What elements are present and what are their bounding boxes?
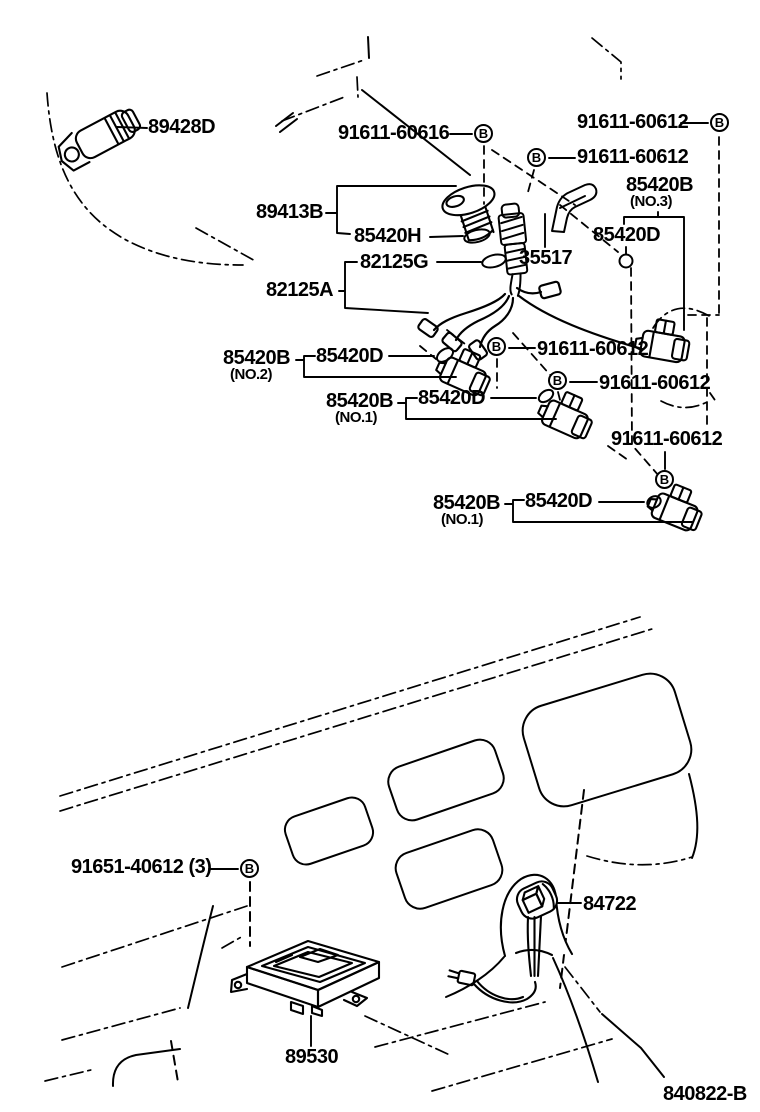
- body-outline-bottom: [45, 617, 692, 1091]
- bolt-marker: [655, 470, 674, 489]
- part-label-91611-60612-4[interactable]: 91611-60612: [599, 372, 711, 394]
- part-label-91611-60612-2[interactable]: 91611-60612: [577, 146, 689, 168]
- oring-85420d-no3-icon: [620, 255, 633, 268]
- cowl-ticks: [276, 37, 470, 175]
- bolt-marker: [240, 859, 259, 878]
- bracket-icon: [552, 184, 596, 232]
- part-label-85420b-no2[interactable]: 85420B: [223, 347, 291, 369]
- part-label-89428d[interactable]: 89428D: [148, 116, 216, 138]
- speed-sensor-icon: [52, 103, 144, 173]
- variant-label-no3: (NO.3): [630, 193, 672, 210]
- bolt-letter: B: [244, 861, 255, 876]
- variant-label-no1b: (NO.1): [441, 511, 483, 528]
- part-label-85420b-no3[interactable]: 85420B: [626, 174, 694, 196]
- part-label-84722[interactable]: 84722: [583, 893, 637, 915]
- part-label-85420h[interactable]: 85420H: [354, 225, 422, 247]
- bolt-marker: [487, 337, 506, 356]
- part-label-91611-60616[interactable]: 91611-60616: [338, 122, 450, 144]
- part-label-91651-40612[interactable]: 91651-40612 (3): [71, 856, 212, 878]
- part-label-35517[interactable]: 35517: [519, 247, 573, 269]
- oring-85420d-no1-icon: [537, 387, 556, 404]
- oring-82125g-icon: [481, 252, 507, 269]
- part-label-89530[interactable]: 89530: [285, 1046, 339, 1068]
- bolt-marker: [548, 371, 567, 390]
- part-label-85420d-no1b[interactable]: 85420D: [525, 490, 593, 512]
- part-label-85420b-no1[interactable]: 85420B: [326, 390, 394, 412]
- bolt-letter: B: [659, 472, 670, 487]
- switch-no1-icon: [535, 385, 599, 442]
- bolt-letter: B: [478, 126, 489, 141]
- bolt-letter: B: [714, 115, 725, 130]
- variant-label-no2: (NO.2): [230, 366, 272, 383]
- oring-icons: [434, 224, 662, 510]
- part-label-82125g[interactable]: 82125G: [360, 251, 429, 273]
- bolt-marker: [474, 124, 493, 143]
- part-label-85420b-no1b[interactable]: 85420B: [433, 492, 501, 514]
- variant-label-no1: (NO.1): [335, 409, 377, 426]
- part-label-85420d-no1[interactable]: 85420D: [418, 387, 486, 409]
- bolt-letter: B: [531, 150, 542, 165]
- page-code: 840822-B: [663, 1083, 747, 1105]
- console-lines: [188, 906, 664, 1082]
- part-label-91611-60612-5[interactable]: 91611-60612: [611, 428, 723, 450]
- part-label-82125a[interactable]: 82125A: [266, 279, 334, 301]
- part-label-85420d-no3[interactable]: 85420D: [593, 224, 661, 246]
- switch-no1b-icon: [645, 478, 709, 534]
- part-label-85420d-no2[interactable]: 85420D: [316, 345, 384, 367]
- part-label-89413b[interactable]: 89413B: [256, 201, 324, 223]
- bolt-marker: [527, 148, 546, 167]
- bolt-letter: B: [552, 373, 563, 388]
- bolt-marker: [710, 113, 729, 132]
- part-label-91611-60612-1[interactable]: 91611-60612: [577, 111, 689, 133]
- oring-85420d-no2-icon: [434, 345, 455, 364]
- bolt-letter: B: [491, 339, 502, 354]
- ecu-icon: [231, 941, 379, 1016]
- part-label-91611-60612-3[interactable]: 91611-60612: [537, 338, 649, 360]
